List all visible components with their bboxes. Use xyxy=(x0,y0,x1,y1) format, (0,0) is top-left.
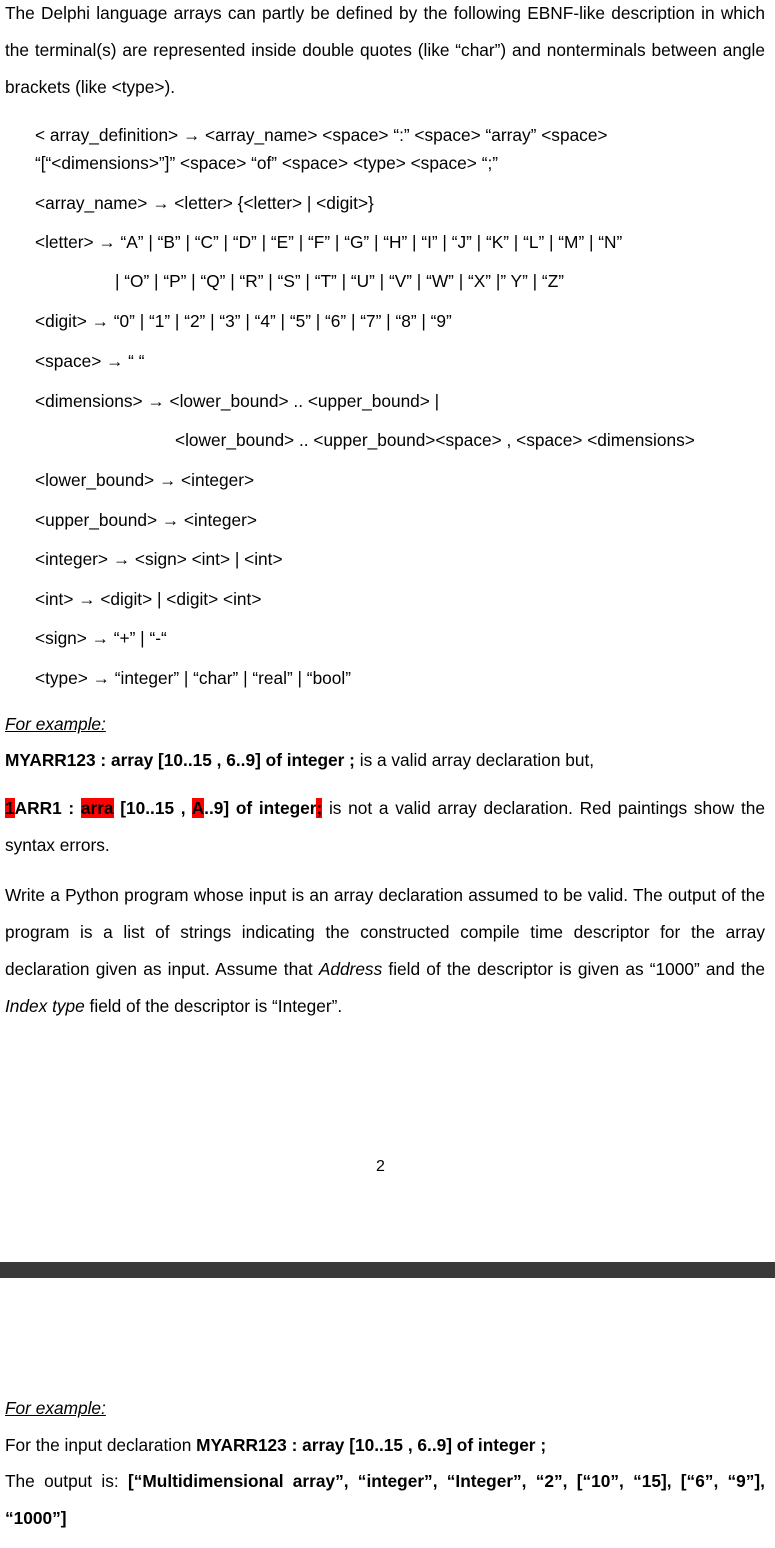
invalid-declaration-part: ..9] of integer xyxy=(204,798,317,818)
index-type-term: Index type xyxy=(5,996,85,1016)
invalid-example-paragraph xyxy=(5,790,765,864)
syntax-error-highlight: arra xyxy=(80,798,114,818)
valid-example-line xyxy=(5,749,594,771)
syntax-error-highlight: ; xyxy=(316,798,323,818)
example-input-label: For the input declaration xyxy=(5,1435,197,1455)
grammar-dimensions-line-1: <dimensions> → <lower_bound> .. <upper_bound> | xyxy=(35,391,440,411)
example-output-label: The output is: xyxy=(5,1471,128,1491)
grammar-dimensions-line-2: <lower_bound> .. <upper_bound><space> , <space> <dimensions> xyxy=(175,430,695,450)
syntax-error-highlight: 1 xyxy=(5,798,15,818)
invalid-declaration-part: ARR1 : xyxy=(14,798,81,818)
task-text: field of the descriptor is given as “1000” and the xyxy=(382,959,765,979)
grammar-sign: <sign> → “+” | “-“ xyxy=(35,628,167,648)
grammar-array-name: <array_name> → <letter> {<letter> | <digit>} xyxy=(35,193,374,213)
task-text: Write a Python program whose input is an array declaration assumed to be valid. The output of the program is a list of strings indicating the constructed compile time descriptor for the array declaration given as input. Assume that xyxy=(5,885,765,979)
example-heading-2: For example: xyxy=(5,1398,106,1418)
document-page-2 xyxy=(0,1278,775,1548)
example-input-line xyxy=(5,1434,546,1456)
example-output-value: [“Multidimensional array”, “integer”, “Integer”, “2”, [“10”, “15], [“6”, “9”], “1000”] xyxy=(5,1471,765,1528)
grammar-array-definition-line-1: < array_definition> → <array_name> <space> “:” <space> “array” <space> xyxy=(35,125,608,145)
grammar-space: <space> → “ “ xyxy=(35,351,145,371)
grammar-upper-bound: <upper_bound> → <integer> xyxy=(35,510,257,530)
task-text: field of the descriptor is “Integer”. xyxy=(84,996,343,1016)
grammar-int: <int> → <digit> | <digit> <int> xyxy=(35,589,262,609)
grammar-lower-bound: <lower_bound> → <integer> xyxy=(35,470,255,490)
page-separator xyxy=(0,1262,775,1278)
grammar-integer: <integer> → <sign> <int> | <int> xyxy=(35,549,283,569)
valid-declaration: MYARR123 : array [10..15 , 6..9] of integer ; xyxy=(5,750,355,770)
grammar-digit: <digit> → “0” | “1” | “2” | “3” | “4” | “5” | “6” | “7” | “8” | “9” xyxy=(35,311,452,331)
grammar-type: <type> → “integer” | “char” | “real” | “bool” xyxy=(35,668,351,688)
page-number: 2 xyxy=(376,1158,385,1175)
address-term: Address xyxy=(318,959,383,979)
task-paragraph xyxy=(5,877,765,1025)
example-output-paragraph xyxy=(5,1463,765,1537)
invalid-declaration-note: is not a valid array declaration. Red paintings show the syntax errors. xyxy=(5,798,765,855)
example-heading-1: For example: xyxy=(5,714,106,734)
intro-paragraph: The Delphi language arrays can partly be defined by the following EBNF-like description in which the terminal(s) are represented inside double quotes (like “char”) and nonterminals between angle brackets (like <type>). xyxy=(5,3,765,97)
grammar-array-definition-line-2: “[“<dimensions>”]” <space> “of” <space> <type> <space> “;” xyxy=(35,153,498,173)
invalid-declaration-part: [10..15 , xyxy=(113,798,192,818)
syntax-error-highlight: A xyxy=(191,798,205,818)
grammar-letter-line-2: | “O” | “P” | “Q” | “R” | “S” | “T” | “U” | “V” | “W” | “X” |” Y” | “Z” xyxy=(115,271,565,291)
example-input-declaration: MYARR123 : array [10..15 , 6..9] of integer ; xyxy=(196,1435,547,1455)
grammar-letter-line-1: <letter> → “A” | “B” | “C” | “D” | “E” | “F” | “G” | “H” | “I” | “J” | “K” | “L” | “M” | “N” xyxy=(35,232,623,252)
valid-declaration-note: is a valid array declaration but, xyxy=(354,750,595,770)
